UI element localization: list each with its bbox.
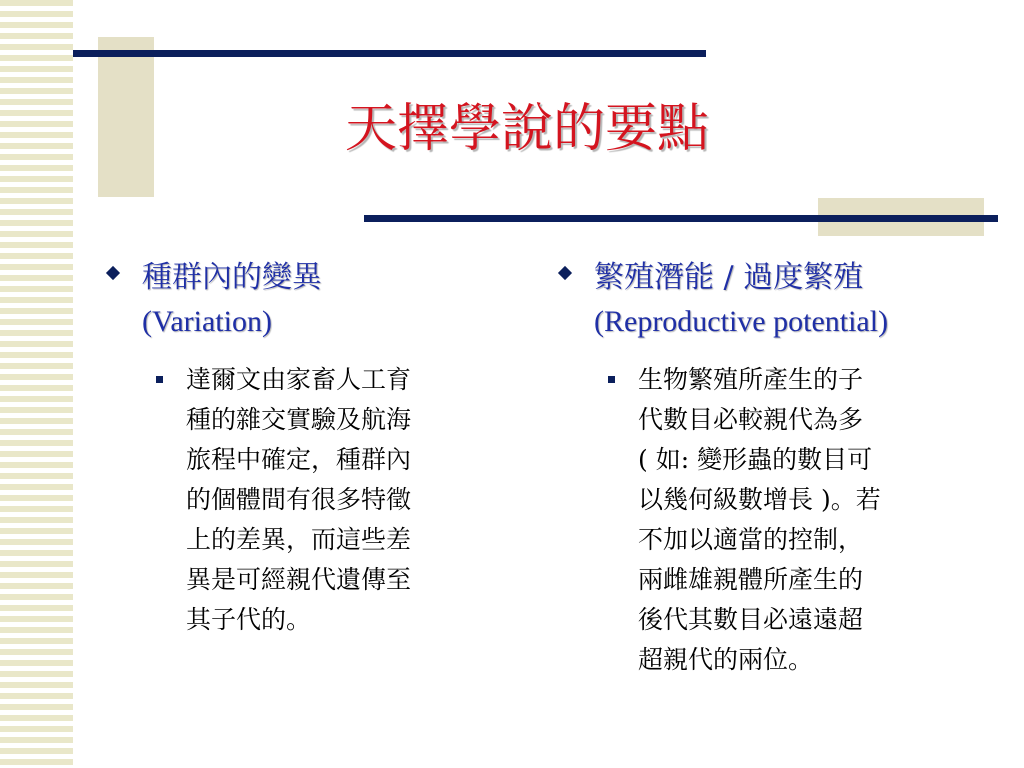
decorative-tan-block-top	[98, 37, 154, 197]
left-column	[104, 256, 524, 640]
right-body-line: 後代其數目必遠遠超	[638, 605, 864, 634]
square-bullet-icon	[608, 376, 615, 383]
left-body-item	[104, 360, 524, 640]
left-body-line: 種的雜交實驗及航海	[186, 405, 412, 434]
left-body-line: 其子代的。	[186, 605, 312, 634]
right-body-line: 兩雌雄親體所產生的	[638, 565, 864, 594]
bottom-rule-line	[364, 215, 998, 222]
left-body-line: 達爾文由家畜人工育	[186, 365, 412, 394]
right-body-line: 不加以適當的控制，	[638, 525, 864, 554]
right-body-item	[556, 360, 996, 680]
decorative-stripes	[0, 0, 73, 768]
right-heading-line: (Reproductive potential)	[594, 305, 889, 338]
left-heading-line: (Variation)	[142, 305, 272, 338]
left-body-line: 的個體間有很多特徵	[186, 485, 412, 514]
diamond-bullet-icon	[106, 266, 120, 280]
slide-title: 天擇學說的要點	[345, 101, 710, 158]
left-heading-line: 種群內的變異	[142, 260, 322, 295]
right-column	[556, 256, 996, 680]
right-body-line: 以幾何級數增長 )。若	[638, 485, 881, 514]
right-body-line: 代數目必較親代為多	[638, 405, 864, 434]
top-rule-line	[73, 50, 706, 57]
left-heading	[104, 256, 524, 344]
left-body-line: 異是可經親代遺傳至	[186, 565, 412, 594]
right-body-line: ( 如: 變形蟲的數目可	[638, 445, 873, 474]
right-body-line: 生物繁殖所產生的子	[638, 365, 864, 394]
square-bullet-icon	[156, 376, 163, 383]
left-body-line: 旅程中確定，種群內	[186, 445, 412, 474]
diamond-bullet-icon	[558, 266, 572, 280]
left-body-line: 上的差異，而這些差	[186, 525, 412, 554]
right-heading	[556, 256, 996, 344]
right-body-line: 超親代的兩位。	[638, 645, 814, 674]
right-heading-line: 繁殖潛能 / 過度繁殖	[594, 260, 864, 295]
